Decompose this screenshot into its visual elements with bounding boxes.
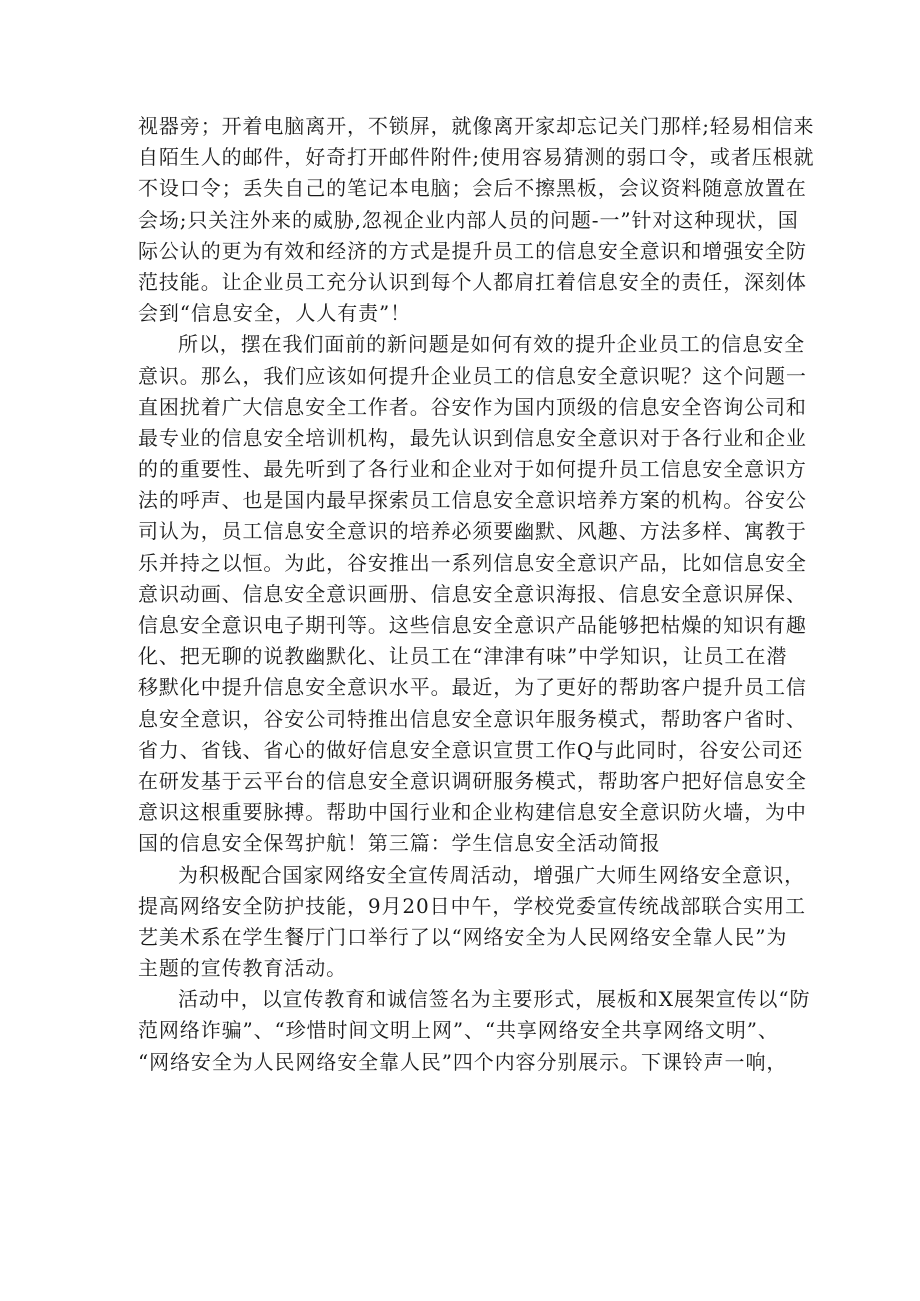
paragraph-1 [138, 111, 815, 329]
text-line: 范网络诈骗”、“珍惜时间文明上网”、“共享网络安全共享网络文明”、 [138, 1018, 779, 1043]
text-line: 意识。那么，我们应该如何提升企业员工的信息安全意识呢？这个问题一 [138, 363, 807, 388]
text-line: 会场;只关注外来的威胁,忽视企业内部人员的问题-一”针对这种现状，国 [138, 207, 799, 232]
text-line: 际公认的更为有效和经济的方式是提升员工的信息安全意识和增强安全防 [138, 238, 807, 263]
paragraph-2 [138, 329, 807, 859]
paragraph-3 [138, 860, 806, 985]
text-line: 息安全意识，谷安公司特推出信息安全意识年服务模式，帮助客户省时、 [138, 706, 807, 731]
text-line: 在研发基于云平台的信息安全意识调研服务模式，帮助客户把好信息安全 [138, 768, 807, 793]
text-line: 化、把无聊的说教幽默化、让员工在“津津有味”中学知识，让员工在潜 [138, 644, 788, 669]
text-line: 司认为，员工信息安全意识的培养必须要幽默、风趣、方法多样、寓教于 [138, 519, 807, 544]
text-line: 提高网络安全防护技能，9月20日中午，学校党委宣传统战部联合实用工 [138, 893, 806, 918]
text-line: 法的呼声、也是国内最早探索员工信息安全意识培养方案的机构。谷安公 [138, 488, 807, 513]
text-line: 最专业的信息安全培训机构，最先认识到信息安全意识对于各行业和企业 [138, 425, 807, 450]
text-line: 所以，摆在我们面前的新问题是如何有效的提升企业员工的信息安全 [178, 332, 805, 357]
text-line: 信息安全意识电子期刊等。这些信息安全意识产品能够把枯燥的知识有趣 [138, 613, 807, 637]
text-line: 直困扰着广大信息安全工作者。谷安作为国内顶级的信息安全咨询公司和 [138, 394, 807, 419]
text-line: 会到“信息安全，人人有责”！ [138, 301, 412, 326]
text-line: 国的信息安全保驾护航！第三篇：学生信息安全活动简报 [138, 831, 661, 856]
text-line: 视器旁；开着电脑离开，不锁屏，就像离开家却忘记关门那样;轻易相信来 [138, 114, 815, 138]
document-page [138, 111, 815, 1078]
text-line: 意识这根重要脉搏。帮助中国行业和企业构建信息安全意识防火墙，为中 [138, 800, 807, 825]
text-line: 的的重要性、最先听到了各行业和企业对于如何提升员工信息安全意识方 [138, 457, 807, 482]
text-line: 艺美术系在学生餐厅门口举行了以“网络安全为人民网络安全靠人民”为 [138, 924, 788, 949]
paragraph-4 [138, 984, 811, 1078]
text-line: 活动中，以宣传教育和诚信签名为主要形式，展板和X展架宣传以“防 [178, 987, 811, 1012]
text-line: 为积极配合国家网络安全宣传周活动，增强广大师生网络安全意识， [178, 862, 805, 887]
text-line: 不设口令；丢失自己的笔记本电脑；会后不擦黑板，会议资料随意放置在 [138, 176, 807, 201]
text-line: “网络安全为人民网络安全靠人民”四个内容分别展示。下课铃声一响， [138, 1049, 788, 1074]
text-line: 乐并持之以恒。为此，谷安推出一系列信息安全意识产品，比如信息安全 [138, 550, 807, 575]
text-line: 主题的宣传教育活动。 [138, 956, 347, 981]
text-line: 省力、省钱、省心的做好信息安全意识宣贯工作Q与此同时，谷安公司还 [138, 737, 804, 762]
text-line: 范技能。让企业员工充分认识到每个人都肩扛着信息安全的责任，深刻体 [138, 269, 807, 294]
text-line: 自陌生人的邮件，好奇打开邮件附件;使用容易猜测的弱口令，或者压根就 [138, 145, 815, 170]
text-line: 移默化中提升信息安全意识水平。最近，为了更好的帮助客户提升员工信 [138, 675, 807, 700]
text-line: 意识动画、信息安全意识画册、信息安全意识海报、信息安全意识屏保、 [138, 581, 807, 606]
